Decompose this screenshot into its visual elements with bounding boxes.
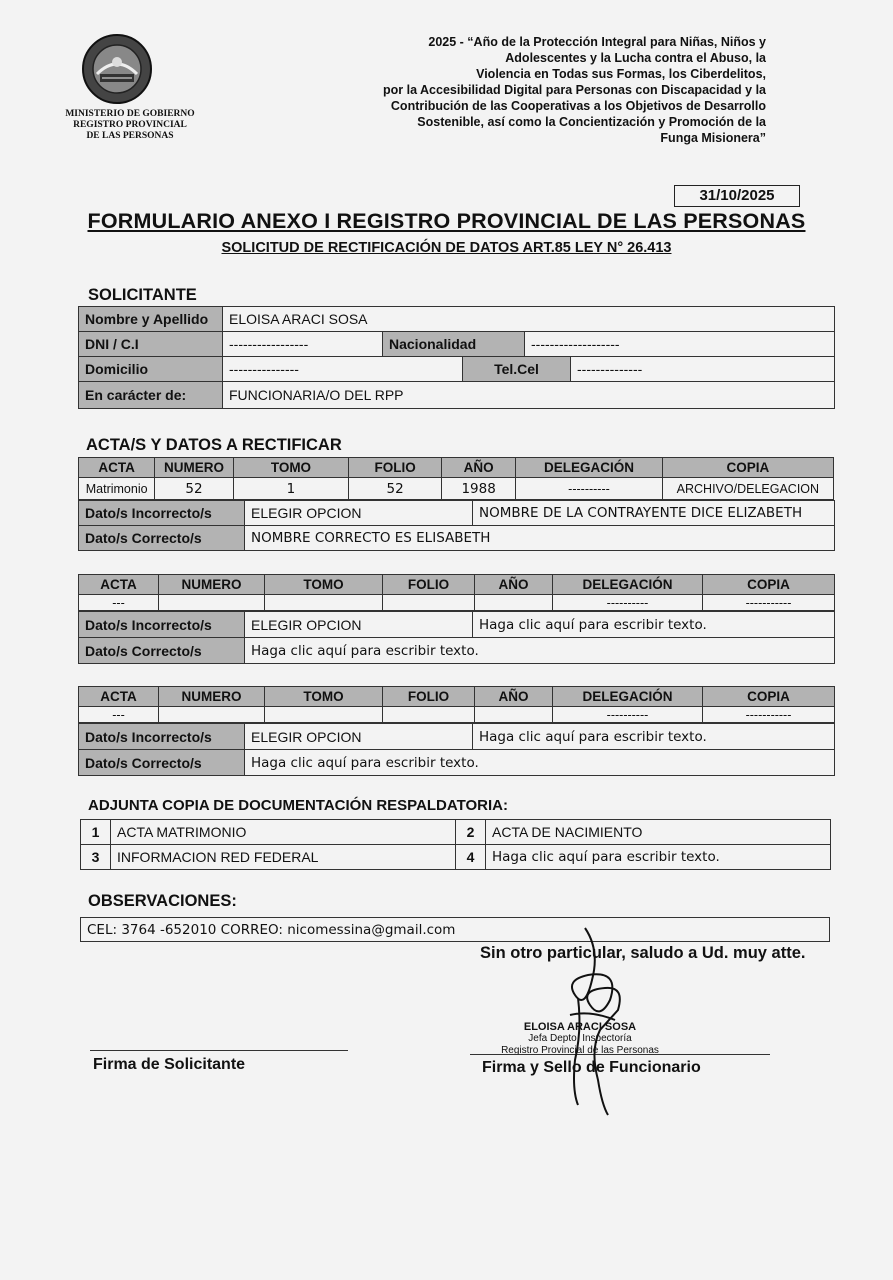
anio-cell[interactable] [475,707,553,723]
provincial-seal-icon [80,32,154,106]
numero-cell[interactable] [159,707,265,723]
acta-block-2-datos [78,611,835,664]
form-title: FORMULARIO ANEXO I REGISTRO PROVINCIAL DE LAS PERSONAS [87,209,806,233]
copia-cell[interactable]: ARCHIVO/DELEGACION [662,478,833,500]
folio-cell[interactable] [383,595,475,611]
col-acta: ACTA [79,458,155,478]
col-copia: COPIA [703,575,835,595]
col-folio: FOLIO [383,687,475,707]
col-folio: FOLIO [349,458,442,478]
dni-field[interactable]: ----------------- [223,332,383,357]
col-tomo: TOMO [265,575,383,595]
solicitante-heading: SOLICITANTE [88,286,197,304]
observaciones-field[interactable]: CEL: 3764 -652010 CORREO: nicomessina@gmail.com [81,918,830,942]
solicitante-signature-line [90,1050,348,1051]
stamp-org: Registro Provincial de las Personas [501,1045,659,1056]
adjunta-num-3: 3 [81,845,111,870]
delegacion-cell[interactable]: ---------- [516,478,662,500]
adjunta-num-1: 1 [81,820,111,845]
incorrect-label: Dato/s Incorrecto/s [79,612,245,638]
nacionalidad-field[interactable]: ------------------- [525,332,835,357]
adjunta-num-2: 2 [456,820,486,845]
observaciones-table [80,917,830,942]
col-acta: ACTA [79,575,159,595]
domicilio-field[interactable]: --------------- [223,357,463,382]
folio-cell[interactable]: 52 [349,478,442,500]
anio-cell[interactable]: 1988 [442,478,516,500]
elegir-opcion-select[interactable]: ELEGIR OPCION [245,724,473,750]
col-delegacion: DELEGACIÓN [553,687,703,707]
correct-label: Dato/s Correcto/s [79,750,245,776]
acta-block-3-datos [78,723,835,776]
col-acta: ACTA [79,687,159,707]
incorrect-label: Dato/s Incorrecto/s [79,501,245,526]
nombre-field[interactable]: ELOISA ARACI SOSA [223,307,835,332]
col-folio: FOLIO [383,575,475,595]
stamp-role: Jefa Depto. Inspectoría [528,1033,632,1044]
acta-block-2 [78,574,835,611]
col-anio: AÑO [442,458,516,478]
acta-block-1-datos [78,500,835,551]
closing-text: Sin otro particular, saludo a Ud. muy atte. [480,944,806,962]
col-copia: COPIA [662,458,833,478]
col-numero: NUMERO [155,458,233,478]
col-copia: COPIA [703,687,835,707]
acta-block-3 [78,686,835,723]
col-anio: AÑO [475,687,553,707]
correct-field[interactable]: Haga clic aquí para escribir texto. [245,638,835,664]
tomo-cell[interactable] [265,595,383,611]
anio-cell[interactable] [475,595,553,611]
firma-solicitante-label: Firma de Solicitante [93,1056,246,1073]
date-field[interactable]: 31/10/2025 [674,185,800,207]
col-anio: AÑO [475,575,553,595]
incorrect-field[interactable]: NOMBRE DE LA CONTRAYENTE DICE ELIZABETH [473,501,835,526]
domicilio-label: Domicilio [79,357,223,382]
acta-cell[interactable]: Matrimonio [79,478,155,500]
adjunta-item-3[interactable]: INFORMACION RED FEDERAL [111,845,456,870]
tomo-cell[interactable] [265,707,383,723]
delegacion-cell[interactable]: ---------- [553,595,703,611]
copia-cell[interactable]: ----------- [703,707,835,723]
adjunta-item-1[interactable]: ACTA MATRIMONIO [111,820,456,845]
adjunta-table [80,819,831,870]
col-delegacion: DELEGACIÓN [553,575,703,595]
correct-label: Dato/s Correcto/s [79,638,245,664]
form-subtitle: SOLICITUD DE RECTIFICACIÓN DE DATOS ART.85 LEY N° 26.413 [221,240,672,256]
incorrect-label: Dato/s Incorrecto/s [79,724,245,750]
acta-cell[interactable]: --- [79,707,159,723]
incorrect-field[interactable]: Haga clic aquí para escribir texto. [473,724,835,750]
observaciones-heading: OBSERVACIONES: [88,892,237,910]
adjunta-num-4: 4 [456,845,486,870]
firma-funcionario-label: Firma y Sello de Funcionario [482,1059,701,1076]
numero-cell[interactable] [159,595,265,611]
telcel-label: Tel.Cel [463,357,571,382]
adjunta-item-2[interactable]: ACTA DE NACIMIENTO [486,820,831,845]
dni-label: DNI / C.I [79,332,223,357]
col-numero: NUMERO [159,687,265,707]
elegir-opcion-select[interactable]: ELEGIR OPCION [245,612,473,638]
col-tomo: TOMO [265,687,383,707]
col-tomo: TOMO [233,458,349,478]
decree-text: 2025 - “Año de la Protección Integral para Niñas, Niños y Adolescentes y la Lucha contra el Abuso, la Violencia en Todas sus Formas, los Ciberdelitos, por la Accesibilidad Digital para Personas con Discapacidad y la Contribución de las Cooperativas a los Objetivos de Desarrollo Sostenible, así como la Concientización y Promoción de la Funga Misionera” [382,35,766,145]
handwritten-signature-icon [530,920,650,1120]
correct-field[interactable]: NOMBRE CORRECTO ES ELISABETH [245,526,835,551]
solicitante-table [78,306,835,409]
col-delegacion: DELEGACIÓN [516,458,662,478]
acta-cell[interactable]: --- [79,595,159,611]
incorrect-field[interactable]: Haga clic aquí para escribir texto. [473,612,835,638]
acta-block-1 [78,457,834,500]
elegir-opcion-select[interactable]: ELEGIR OPCION [245,501,473,526]
numero-cell[interactable]: 52 [155,478,233,500]
caracter-field[interactable]: FUNCIONARIA/O DEL RPP [223,382,835,409]
caracter-label: En carácter de: [79,382,223,409]
adjunta-item-4[interactable]: Haga clic aquí para escribir texto. [486,845,831,870]
ministry-header: MINISTERIO DE GOBIERNO REGISTRO PROVINCIAL DE LAS PERSONAS [65,109,195,141]
actas-heading: ACTA/S Y DATOS A RECTIFICAR [86,436,342,454]
adjunta-heading: ADJUNTA COPIA DE DOCUMENTACIÓN RESPALDATORIA: [88,797,508,814]
col-numero: NUMERO [159,575,265,595]
correct-label: Dato/s Correcto/s [79,526,245,551]
tomo-cell[interactable]: 1 [233,478,349,500]
telcel-field[interactable]: -------------- [571,357,835,382]
delegacion-cell[interactable]: ---------- [553,707,703,723]
folio-cell[interactable] [383,707,475,723]
nombre-label: Nombre y Apellido [79,307,223,332]
copia-cell[interactable]: ----------- [703,595,835,611]
stamp-name: ELOISA ARACI SOSA [523,1021,637,1033]
correct-field[interactable]: Haga clic aquí para escribir texto. [245,750,835,776]
nacionalidad-label: Nacionalidad [383,332,525,357]
